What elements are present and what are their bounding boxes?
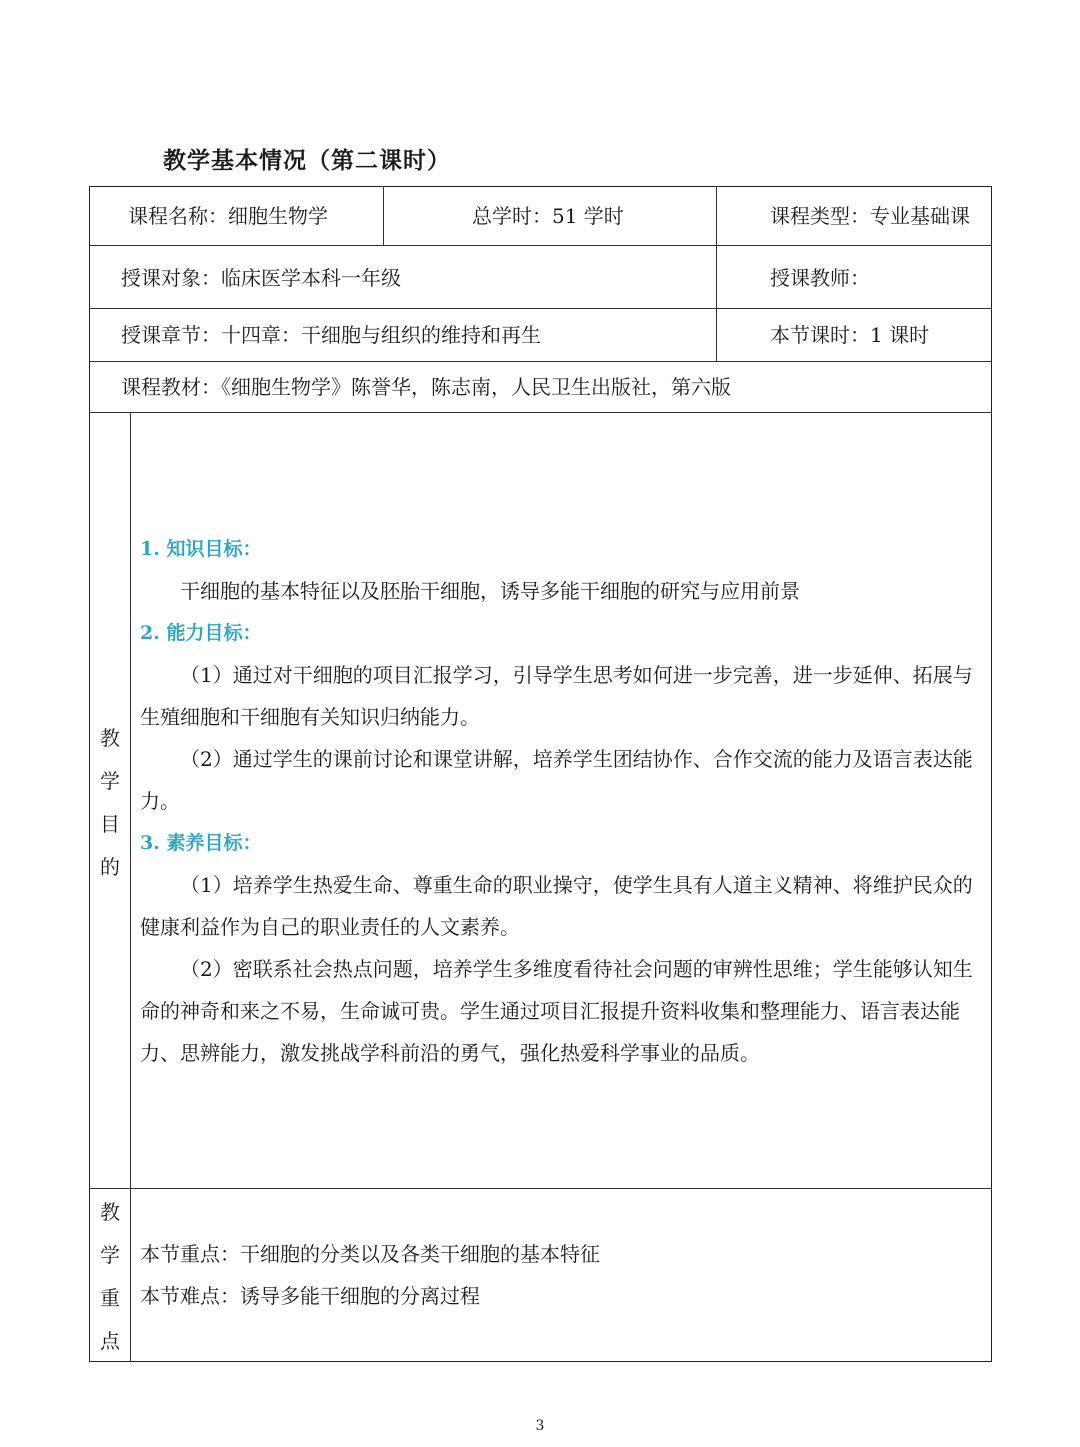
course-type: 课程类型：专业基础课 (770, 204, 970, 228)
col-divider (716, 186, 717, 361)
ability-item-1: （1）通过对干细胞的项目汇报学习，引导学生思考如何进一步完善，进一步延伸、拓展与生殖细胞和干细胞有关知识归纳能力。 (140, 663, 973, 729)
page-title: 教学基本情况（第二课时） (163, 148, 451, 174)
ability-item-2: （2）通过学生的课前讨论和课堂讲解，培养学生团结协作、合作交流的能力及语言表达能力。 (140, 747, 973, 813)
difficulty-text: 本节难点：诱导多能干细胞的分离过程 (140, 1284, 480, 1308)
audience: 授课对象：临床医学本科一年级 (121, 266, 401, 290)
row-divider (89, 245, 992, 246)
focus-text: 本节重点：干细胞的分类以及各类干细胞的基本特征 (140, 1242, 600, 1266)
quality-item-1: （1）培养学生热爱生命、尊重生命的职业操守，使学生具有人道主义精神、将维护民众的健康利益作为自己的职业责任的人文素养。 (140, 873, 973, 939)
objectives-label: 教 学 目 的 (100, 726, 120, 879)
page-number: 3 (535, 1418, 545, 1434)
row-divider (89, 361, 992, 362)
keypoints-label: 教 学 重 点 (100, 1200, 120, 1353)
course-name: 课程名称：细胞生物学 (128, 204, 328, 228)
chapter: 授课章节：十四章：干细胞与组织的维持和再生 (121, 323, 541, 347)
ability-heading: 2. 能力目标： (140, 622, 262, 644)
knowledge-text: 干细胞的基本特征以及胚胎干细胞，诱导多能干细胞的研究与应用前景 (180, 579, 800, 603)
quality-item-2: （2）密联系社会热点问题，培养学生多维度看待社会问题的审辨性思维；学生能够认知生命的神奇和来之不易，生命诚可贵。学生通过项目汇报提升资料收集和整理能力、语言表达能力、思辨能力，激发挑战学科前沿的勇气，强化热爱科学事业的品质。 (140, 957, 973, 1065)
quality-heading: 3. 素养目标： (140, 832, 262, 854)
col-divider (383, 186, 384, 245)
row-divider (89, 308, 992, 309)
knowledge-heading: 1. 知识目标： (140, 538, 262, 560)
objectives-content (140, 528, 980, 1074)
row-divider (89, 1188, 992, 1189)
section-hours: 本节课时：1 课时 (770, 323, 930, 347)
keypoints-content (140, 1233, 980, 1317)
row-divider (89, 412, 992, 413)
textbook: 课程教材：《细胞生物学》陈誉华，陈志南，人民卫生出版社，第六版 (121, 375, 731, 399)
teacher: 授课教师： (770, 266, 870, 290)
col-divider (130, 412, 131, 1362)
total-hours: 总学时：51 学时 (472, 204, 624, 228)
